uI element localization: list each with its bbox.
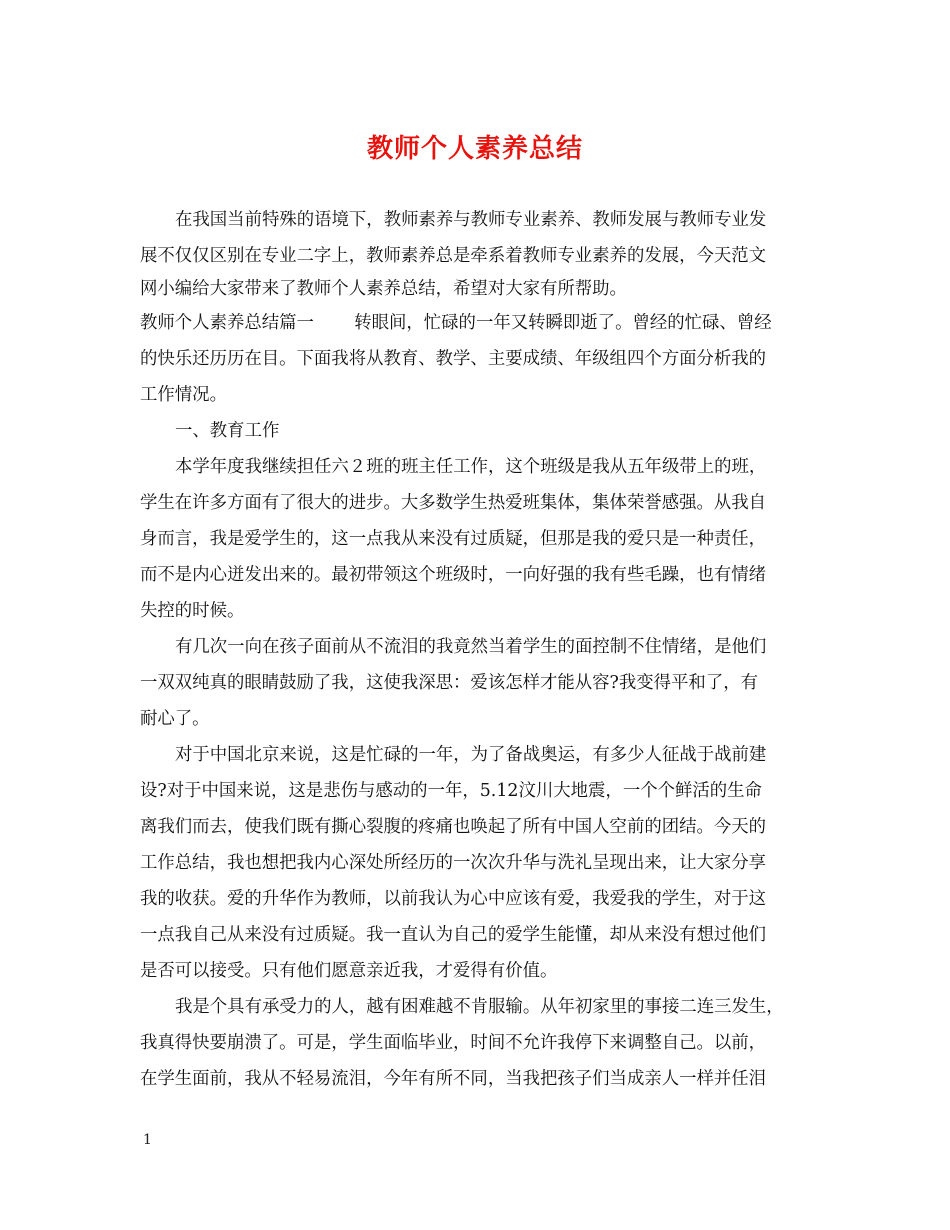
page-number: 1 <box>143 1132 152 1148</box>
text-line: 教师个人素养总结篇一 转眼间，忙碌的一年又转瞬即逝了。曾经的忙碌、曾经 <box>140 313 772 333</box>
text-line: 展不仅仅区别在专业二字上，教师素养总是牵系着教师专业素养的发展，今天范文 <box>140 246 767 266</box>
text-line: 学生在许多方面有了很大的进步。大多数学生热爱班集体，集体荣誉感强。从我自 <box>140 493 767 513</box>
text-line: 我的收获。爱的升华作为教师，以前我认为心中应该有爱，我爱我的学生，对于这 <box>140 889 767 909</box>
text-line: 离我们而去，使我们既有撕心裂腹的疼痛也唤起了所有中国人空前的团结。今天的 <box>140 817 767 837</box>
text-line: 的快乐还历历在目。下面我将从教育、教学、主要成绩、年级组四个方面分析我的 <box>140 349 767 369</box>
text-line: 网小编给大家带来了教师个人素养总结，希望对大家有所帮助。 <box>140 279 627 299</box>
text-line: 设?对于中国来说，这是悲伤与感动的一年，5.12汶川大地震，一个个鲜活的生命 <box>140 781 762 801</box>
text-line: 一、教育工作 <box>175 421 280 441</box>
text-line: 我是个具有承受力的人，越有困难越不肯服输。从年初家里的事接二连三发生， <box>175 997 784 1017</box>
text-line: 工作总结，我也想把我内心深处所经历的一次次升华与洗礼呈现出来，让大家分享 <box>140 853 767 873</box>
text-line: 一点我自己从来没有过质疑。我一直认为自己的爱学生能懂，却从来没有想过他们 <box>140 925 767 945</box>
text-line: 失控的时候。 <box>140 601 245 621</box>
text-line: 耐心了。 <box>140 709 210 729</box>
text-line: 本学年度我继续担任六２班的班主任工作，这个班级是我从五年级带上的班， <box>175 457 767 477</box>
text-line: 我真得快要崩溃了。可是，学生面临毕业，时间不允许我停下来调整自己。以前， <box>140 1033 767 1053</box>
text-line: 对于中国北京来说，这是忙碌的一年，为了备战奥运，有多少人征战于战前建 <box>175 745 767 765</box>
text-line: 在学生面前，我从不轻易流泪，今年有所不同，当我把孩子们当成亲人一样并任泪 <box>140 1069 767 1089</box>
document-title: 教师个人素养总结 <box>366 134 583 164</box>
text-line: 身而言，我是爱学生的，这一点我从来没有过质疑，但那是我的爱只是一种责任， <box>140 529 767 549</box>
text-line: 在我国当前特殊的语境下，教师素养与教师专业素养、教师发展与教师专业发 <box>175 210 767 230</box>
document-body <box>140 202 820 1097</box>
text-line: 一双双纯真的眼睛鼓励了我，这使我深思：爱该怎样才能从容?我变得平和了，有 <box>140 673 758 693</box>
text-line: 是否可以接受。只有他们愿意亲近我，才爱得有价值。 <box>140 961 558 981</box>
text-line: 而不是内心迸发出来的。最初带领这个班级时，一向好强的我有些毛躁，也有情绪 <box>140 565 767 585</box>
text-line: 工作情况。 <box>140 385 227 405</box>
text-line: 有几次一向在孩子面前从不流泪的我竟然当着学生的面控制不住情绪，是他们 <box>175 637 767 657</box>
